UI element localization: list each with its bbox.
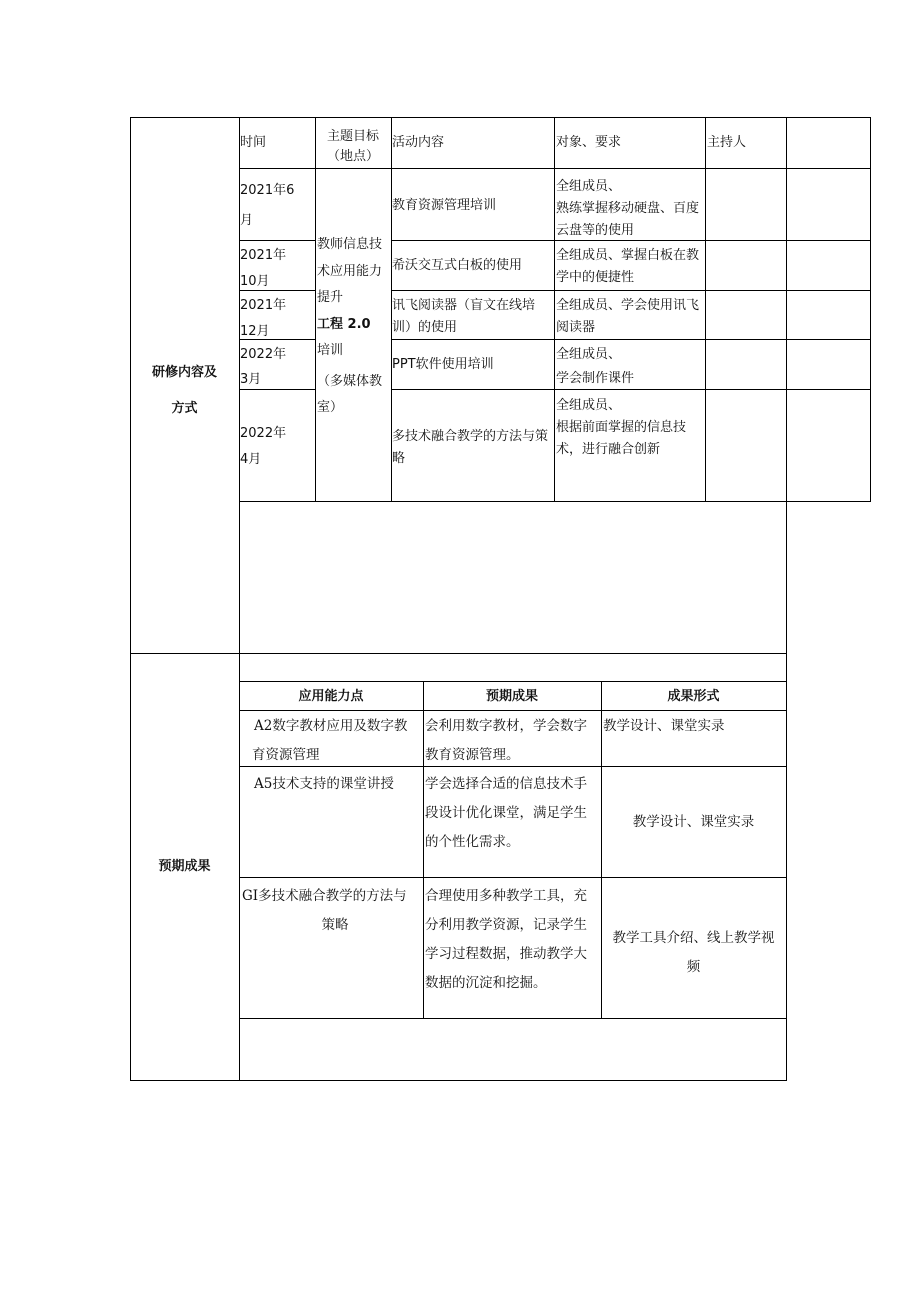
table-row-target: 全组成员、掌握白板在教 学中的便捷性 bbox=[556, 248, 700, 285]
theme-cell: 教师信息技 术应用能力 提升 工程 2.0 培训 （多媒体教 室） bbox=[317, 237, 383, 415]
table-row-activity: 教育资源管理培训 bbox=[392, 198, 497, 213]
table-row-form: 教学设计、课堂实录 bbox=[632, 814, 755, 830]
header-form: 成果形式 bbox=[667, 689, 720, 704]
table-row-form: 教学工具介绍、线上教学视 频 bbox=[612, 930, 775, 975]
header-target: 对象、要求 bbox=[556, 135, 622, 150]
table-row-activity: 多技术融合教学的方法与策 略 bbox=[392, 429, 549, 466]
header-time: 时间 bbox=[240, 135, 267, 150]
table-row-target: 全组成员、 熟练掌握移动硬盘、百度 云盘等的使用 bbox=[556, 179, 700, 238]
header-theme: 主题目标 （地点） bbox=[326, 129, 379, 164]
header-activity: 活动内容 bbox=[392, 135, 445, 150]
section-label: 预期成果 bbox=[158, 859, 211, 874]
table-row-time: 2021年 12月 bbox=[240, 298, 287, 339]
table-row-result: 合理使用多种教学工具，充 分利用教学资源，记录学生 学习过程数据，推动教学大 数据的沉淀和挖掘。 bbox=[425, 888, 587, 991]
header-host: 主持人 bbox=[707, 135, 747, 150]
table-row-activity: 讯飞阅读器（盲文在线培 训）的使用 bbox=[392, 298, 536, 335]
table-row-activity: PPT软件使用培训 bbox=[392, 357, 494, 372]
table-row-target: 全组成员、学会使用讯飞 阅读器 bbox=[556, 298, 700, 335]
table-row-activity: 希沃交互式白板的使用 bbox=[392, 258, 523, 273]
table-row-target: 全组成员、 根据前面掌握的信息技 术，进行融合创新 bbox=[556, 398, 687, 457]
table-row-form: 教学设计、课堂实录 bbox=[603, 718, 725, 734]
table-row-point: GI多技术融合教学的方法与 策略 bbox=[242, 888, 407, 933]
header-point: 应用能力点 bbox=[298, 689, 364, 704]
section-label: 研修内容及 方式 bbox=[151, 365, 217, 416]
table-row-point: A5技术支持的课堂讲授 bbox=[254, 776, 394, 792]
header-result: 预期成果 bbox=[485, 689, 538, 704]
table-row-time: 2021年 10月 bbox=[240, 248, 287, 289]
table-row-time: 2021年6 月 bbox=[240, 183, 295, 228]
table-row-result: 学会选择合适的信息技术手 段设计优化课堂，满足学生 的个性化需求。 bbox=[425, 776, 587, 850]
table-row-result: 会利用数字教材，学会数字 教育资源管理。 bbox=[425, 718, 587, 763]
table-row-time: 2022年 3月 bbox=[240, 347, 287, 387]
table-row-time: 2022年 4月 bbox=[240, 426, 287, 467]
table-row-target: 全组成员、 学会制作课件 bbox=[556, 347, 635, 386]
table-row-point: A2数字教材应用及数字教 育资源管理 bbox=[252, 718, 408, 763]
